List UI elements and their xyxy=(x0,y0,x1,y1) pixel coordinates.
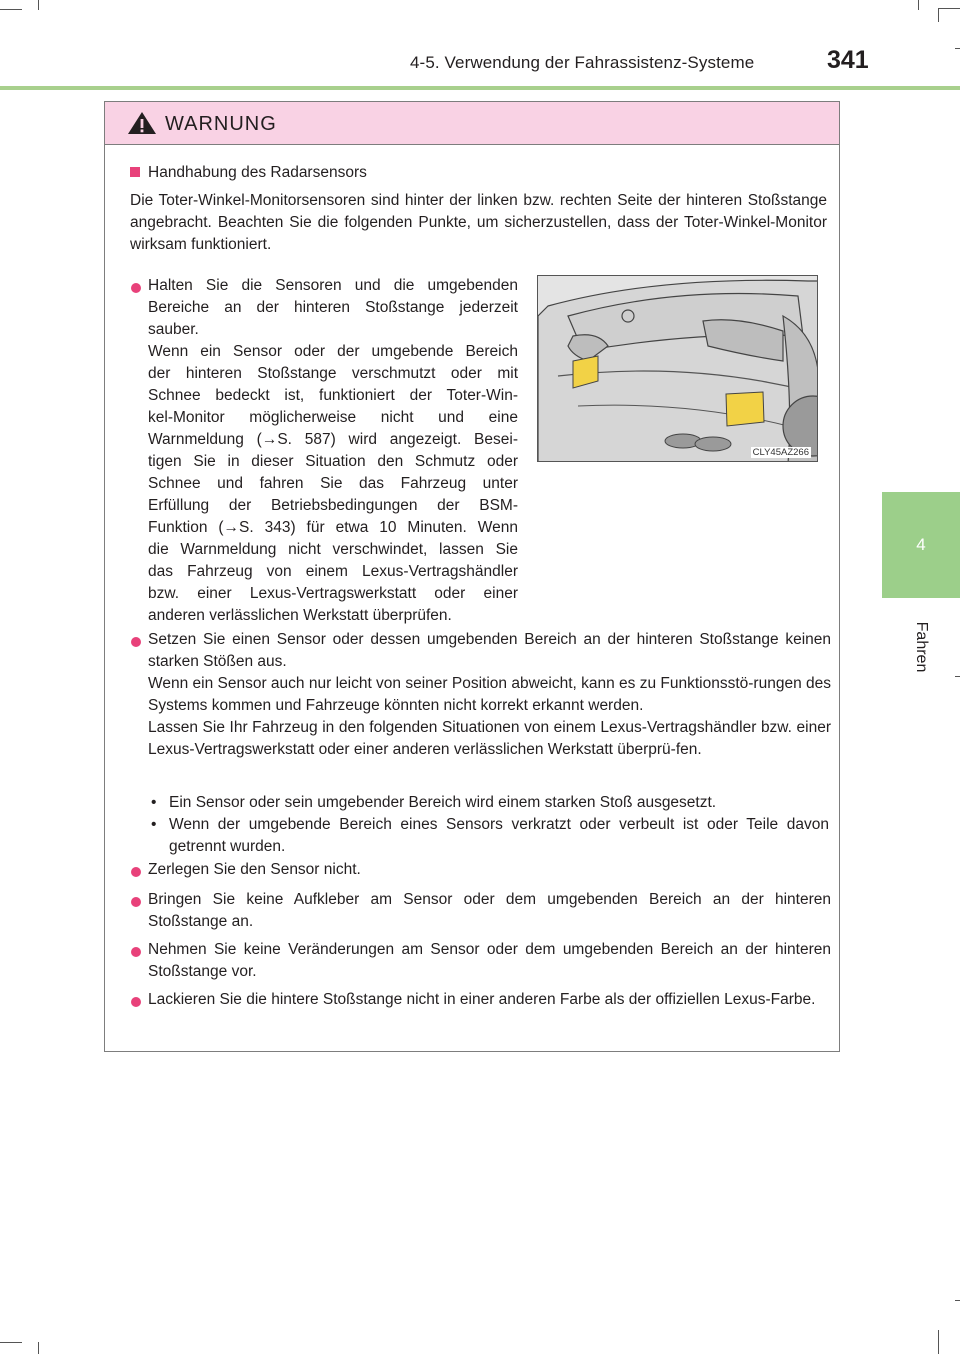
bullet-dot-icon xyxy=(131,947,141,957)
item1-line: Schnee bedeckt ist, funktioniert der Toter-Win- xyxy=(148,387,518,404)
item1-line: bzw. einer Lexus-Vertragswerkstatt oder einer xyxy=(148,585,518,602)
crop-mark xyxy=(938,8,939,22)
car-rear-illustration xyxy=(538,276,818,462)
chapter-name: Fahren xyxy=(913,621,930,673)
bullet-dot-icon xyxy=(131,997,141,1007)
item1-line: die Warnmeldung nicht verschwindet, lassen Sie xyxy=(148,541,518,558)
crop-mark xyxy=(938,1330,939,1354)
bullet-dot-icon xyxy=(131,867,141,877)
item-paint-color: Lackieren Sie die hintere Stoßstange nicht in einer anderen Farbe als der offiziellen Lexus-Farbe. xyxy=(148,991,816,1008)
item-do-not-disassemble: Zerlegen Sie den Sensor nicht. xyxy=(148,861,361,878)
crop-mark xyxy=(955,1300,960,1301)
sub-bullet-item: Wenn der umgebende Bereich eines Sensors verkratzt oder verbeult ist oder Teile davon getrennt wurden. xyxy=(169,816,829,855)
crop-mark xyxy=(955,676,960,677)
section-title: 4-5. Verwendung der Fahrassistenz-Systeme xyxy=(410,53,755,72)
item1-line: der hinteren Stoßstange verschmutzt oder mit xyxy=(148,365,518,382)
sub-bullet-marker: • xyxy=(151,816,157,833)
section-heading: Handhabung des Radarsensors xyxy=(130,162,830,184)
item1-line: sauber. xyxy=(148,321,199,338)
item1-line: Erfüllung der Betriebsbedingungen der BSM- xyxy=(148,497,518,514)
intro-paragraph: Die Toter-Winkel-Monitorsensoren sind hinter der linken bzw. rechten Seite der hinteren Stoßstange angebracht. Beachten Sie die folgenden Punkte, um sicherzustellen, dass der Toter-Winkel-Monitor wirksam funktioniert. xyxy=(130,192,827,253)
item-no-modifications: Nehmen Sie keine Veränderungen am Sensor oder dem umgebenden Bereich an der hinteren Stoßstange vor. xyxy=(148,941,831,980)
chapter-tab xyxy=(882,492,960,598)
item-no-stickers: Bringen Sie keine Aufkleber am Sensor oder dem umgebenden Bereich an der hinteren Stoßstange an. xyxy=(148,891,831,930)
item-no-impacts-detail1: Wenn ein Sensor auch nur leicht von seiner Position abweicht, kann es zu Funktionsstö-rungen des Systems kommen und Fahrzeuge könnten nicht korrekt erkannt werden. xyxy=(148,675,831,714)
item1-line: tigen Sie in dieser Situation den Schmutz oder xyxy=(148,453,518,470)
bullet-dot-icon xyxy=(131,637,141,647)
crop-mark xyxy=(0,9,22,10)
bullet-dot-icon xyxy=(131,283,141,293)
chapter-number: 4 xyxy=(916,535,926,554)
crop-mark xyxy=(38,1342,39,1354)
item1-line: Warnmeldung (→S. 587) wird angezeigt. Besei- xyxy=(148,431,518,448)
item-no-impacts-detail2: Lassen Sie Ihr Fahrzeug in den folgenden Situationen von einem Lexus-Vertragshändler bzw. einer Lexus-Vertragswerkstatt oder einer anderen verlässlichen Werkstatt überprü-fen. xyxy=(148,719,831,758)
item1-line: Bereiche an der hinteren Stoßstange jederzeit xyxy=(148,299,518,316)
warning-box xyxy=(104,101,840,1052)
figure-code: CLY45AZ266 xyxy=(752,447,809,458)
item-keep-sensors-clean xyxy=(148,275,518,627)
item1-line: Halten Sie die Sensoren und die umgebenden xyxy=(148,277,518,294)
crop-mark xyxy=(0,1342,22,1343)
item1-line: Schnee und fahren Sie das Fahrzeug unter xyxy=(148,475,518,492)
bullet-dot-icon xyxy=(131,897,141,907)
sub-bullet-item: Ein Sensor oder sein umgebender Bereich wird einem starken Stoß ausgesetzt. xyxy=(169,794,717,811)
header-divider xyxy=(0,86,960,90)
warning-title: WARNUNG xyxy=(165,113,277,135)
item1-line: Funktion (→S. 343) für etwa 10 Minuten. Wenn xyxy=(148,519,518,536)
item1-line: kel-Monitor möglicherweise nicht und eine xyxy=(148,409,518,426)
item-no-impacts: Setzen Sie einen Sensor oder dessen umgebenden Bereich an der hinteren Stoßstange keinen starken Stößen aus. xyxy=(148,631,831,670)
item1-line: Wenn ein Sensor oder der umgebende Bereich xyxy=(148,343,518,360)
warning-content xyxy=(105,102,839,1051)
page-number: 341 xyxy=(827,46,869,74)
sub-bullet-marker: • xyxy=(151,794,157,811)
sensor-location-figure xyxy=(537,275,818,462)
square-bullet-icon xyxy=(130,167,140,177)
crop-mark xyxy=(38,0,39,10)
crop-mark xyxy=(918,0,919,10)
item1-line: anderen verlässlichen Werkstatt überprüfen. xyxy=(148,607,452,624)
crop-mark xyxy=(938,8,960,9)
item1-line: das Fahrzeug von einem Lexus-Vertragshändler xyxy=(148,563,518,580)
crop-mark xyxy=(955,48,960,49)
